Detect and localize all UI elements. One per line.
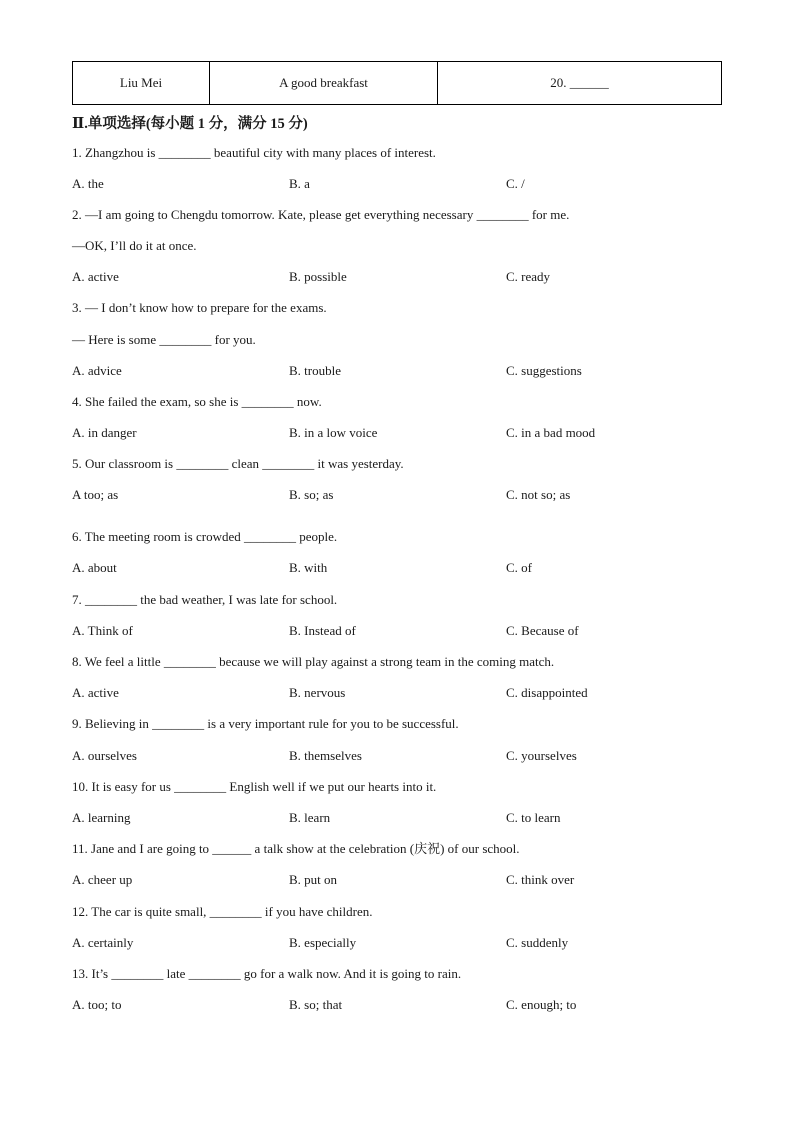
question-8-stem: 8. We feel a little ________ because we will play against a strong team in the coming match. (72, 654, 555, 669)
question-1-stem: 1. Zhangzhou is ________ beautiful city with many places of interest. (72, 145, 436, 160)
question-4-stem: 4. She failed the exam, so she is ________ now. (72, 394, 322, 409)
question-3-option-c: C. suggestions (506, 363, 582, 378)
question-3-reply: — Here is some ________ for you. (72, 332, 256, 347)
question-9-option-a: A. ourselves (72, 748, 137, 763)
question-12-option-a: A. certainly (72, 935, 134, 950)
question-5-option-a: A too; as (72, 487, 119, 502)
question-4-option-b: B. in a low voice (289, 425, 378, 440)
question-10-option-a: A. learning (72, 810, 131, 825)
question-12-stem: 12. The car is quite small, ________ if you have children. (72, 904, 373, 919)
question-13-option-a: A. too; to (72, 997, 122, 1012)
question-7-option-a: A. Think of (72, 623, 133, 638)
question-12-option-b: B. especially (289, 935, 357, 950)
question-10-stem: 10. It is easy for us ________ English well if we put our hearts into it. (72, 779, 437, 794)
question-13-option-c: C. enough; to (506, 997, 577, 1012)
question-13-option-b: B. so; that (289, 997, 343, 1012)
question-2-stem: 2. —I am going to Chengdu tomorrow. Kate, please get everything necessary ________ for me. (72, 207, 570, 222)
question-10-option-c: C. to learn (506, 810, 561, 825)
question-4-option-c: C. in a bad mood (506, 425, 596, 440)
question-7-option-b: B. Instead of (289, 623, 356, 638)
question-2-option-a: A. active (72, 269, 119, 284)
question-1-option-a: A. the (72, 176, 104, 191)
question-3-stem: 3. — I don’t know how to prepare for the exams. (72, 300, 327, 315)
question-6-option-b: B. with (289, 560, 328, 575)
question-8-option-b: B. nervous (289, 685, 346, 700)
question-11-option-c: C. think over (506, 872, 575, 887)
question-5-stem: 5. Our classroom is ________ clean ________ it was yesterday. (72, 456, 404, 471)
question-13-stem: 13. It’s ________ late ________ go for a walk now. And it is going to rain. (72, 966, 462, 981)
question-8-option-c: C. disappointed (506, 685, 588, 700)
table-cell-name: Liu Mei (73, 62, 210, 105)
question-12-option-c: C. suddenly (506, 935, 569, 950)
question-2-reply: —OK, I’ll do it at once. (72, 238, 197, 253)
question-2-option-b: B. possible (289, 269, 347, 284)
question-7-option-c: C. Because of (506, 623, 579, 638)
question-9-stem: 9. Believing in ________ is a very important rule for you to be successful. (72, 716, 459, 731)
question-11-stem: 11. Jane and I are going to ______ a talk show at the celebration (庆祝) of our school. (72, 841, 520, 856)
question-6-option-a: A. about (72, 560, 117, 575)
question-5-option-b: B. so; as (289, 487, 334, 502)
question-1-option-c: C. / (506, 176, 525, 191)
question-6-option-c: C. of (506, 560, 532, 575)
question-8-option-a: A. active (72, 685, 119, 700)
table-cell-blank: 20. ______ (438, 62, 722, 105)
table-cell-topic: A good breakfast (210, 62, 438, 105)
question-2-option-c: C. ready (506, 269, 551, 284)
section-title: Ⅱ.单项选择(每小题 1 分，满分 15 分) (72, 116, 308, 132)
question-4-option-a: A. in danger (72, 425, 137, 440)
question-3-option-b: B. trouble (289, 363, 341, 378)
question-5-option-c: C. not so; as (506, 487, 571, 502)
question-3-option-a: A. advice (72, 363, 122, 378)
answer-table (72, 61, 722, 105)
question-10-option-b: B. learn (289, 810, 331, 825)
question-6-stem: 6. The meeting room is crowded ________ people. (72, 529, 338, 544)
question-11-option-b: B. put on (289, 872, 338, 887)
question-9-option-b: B. themselves (289, 748, 362, 763)
question-1-option-b: B. a (289, 176, 310, 191)
question-7-stem: 7. ________ the bad weather, I was late for school. (72, 592, 338, 607)
question-9-option-c: C. yourselves (506, 748, 577, 763)
question-11-option-a: A. cheer up (72, 872, 133, 887)
table-row (73, 62, 722, 105)
